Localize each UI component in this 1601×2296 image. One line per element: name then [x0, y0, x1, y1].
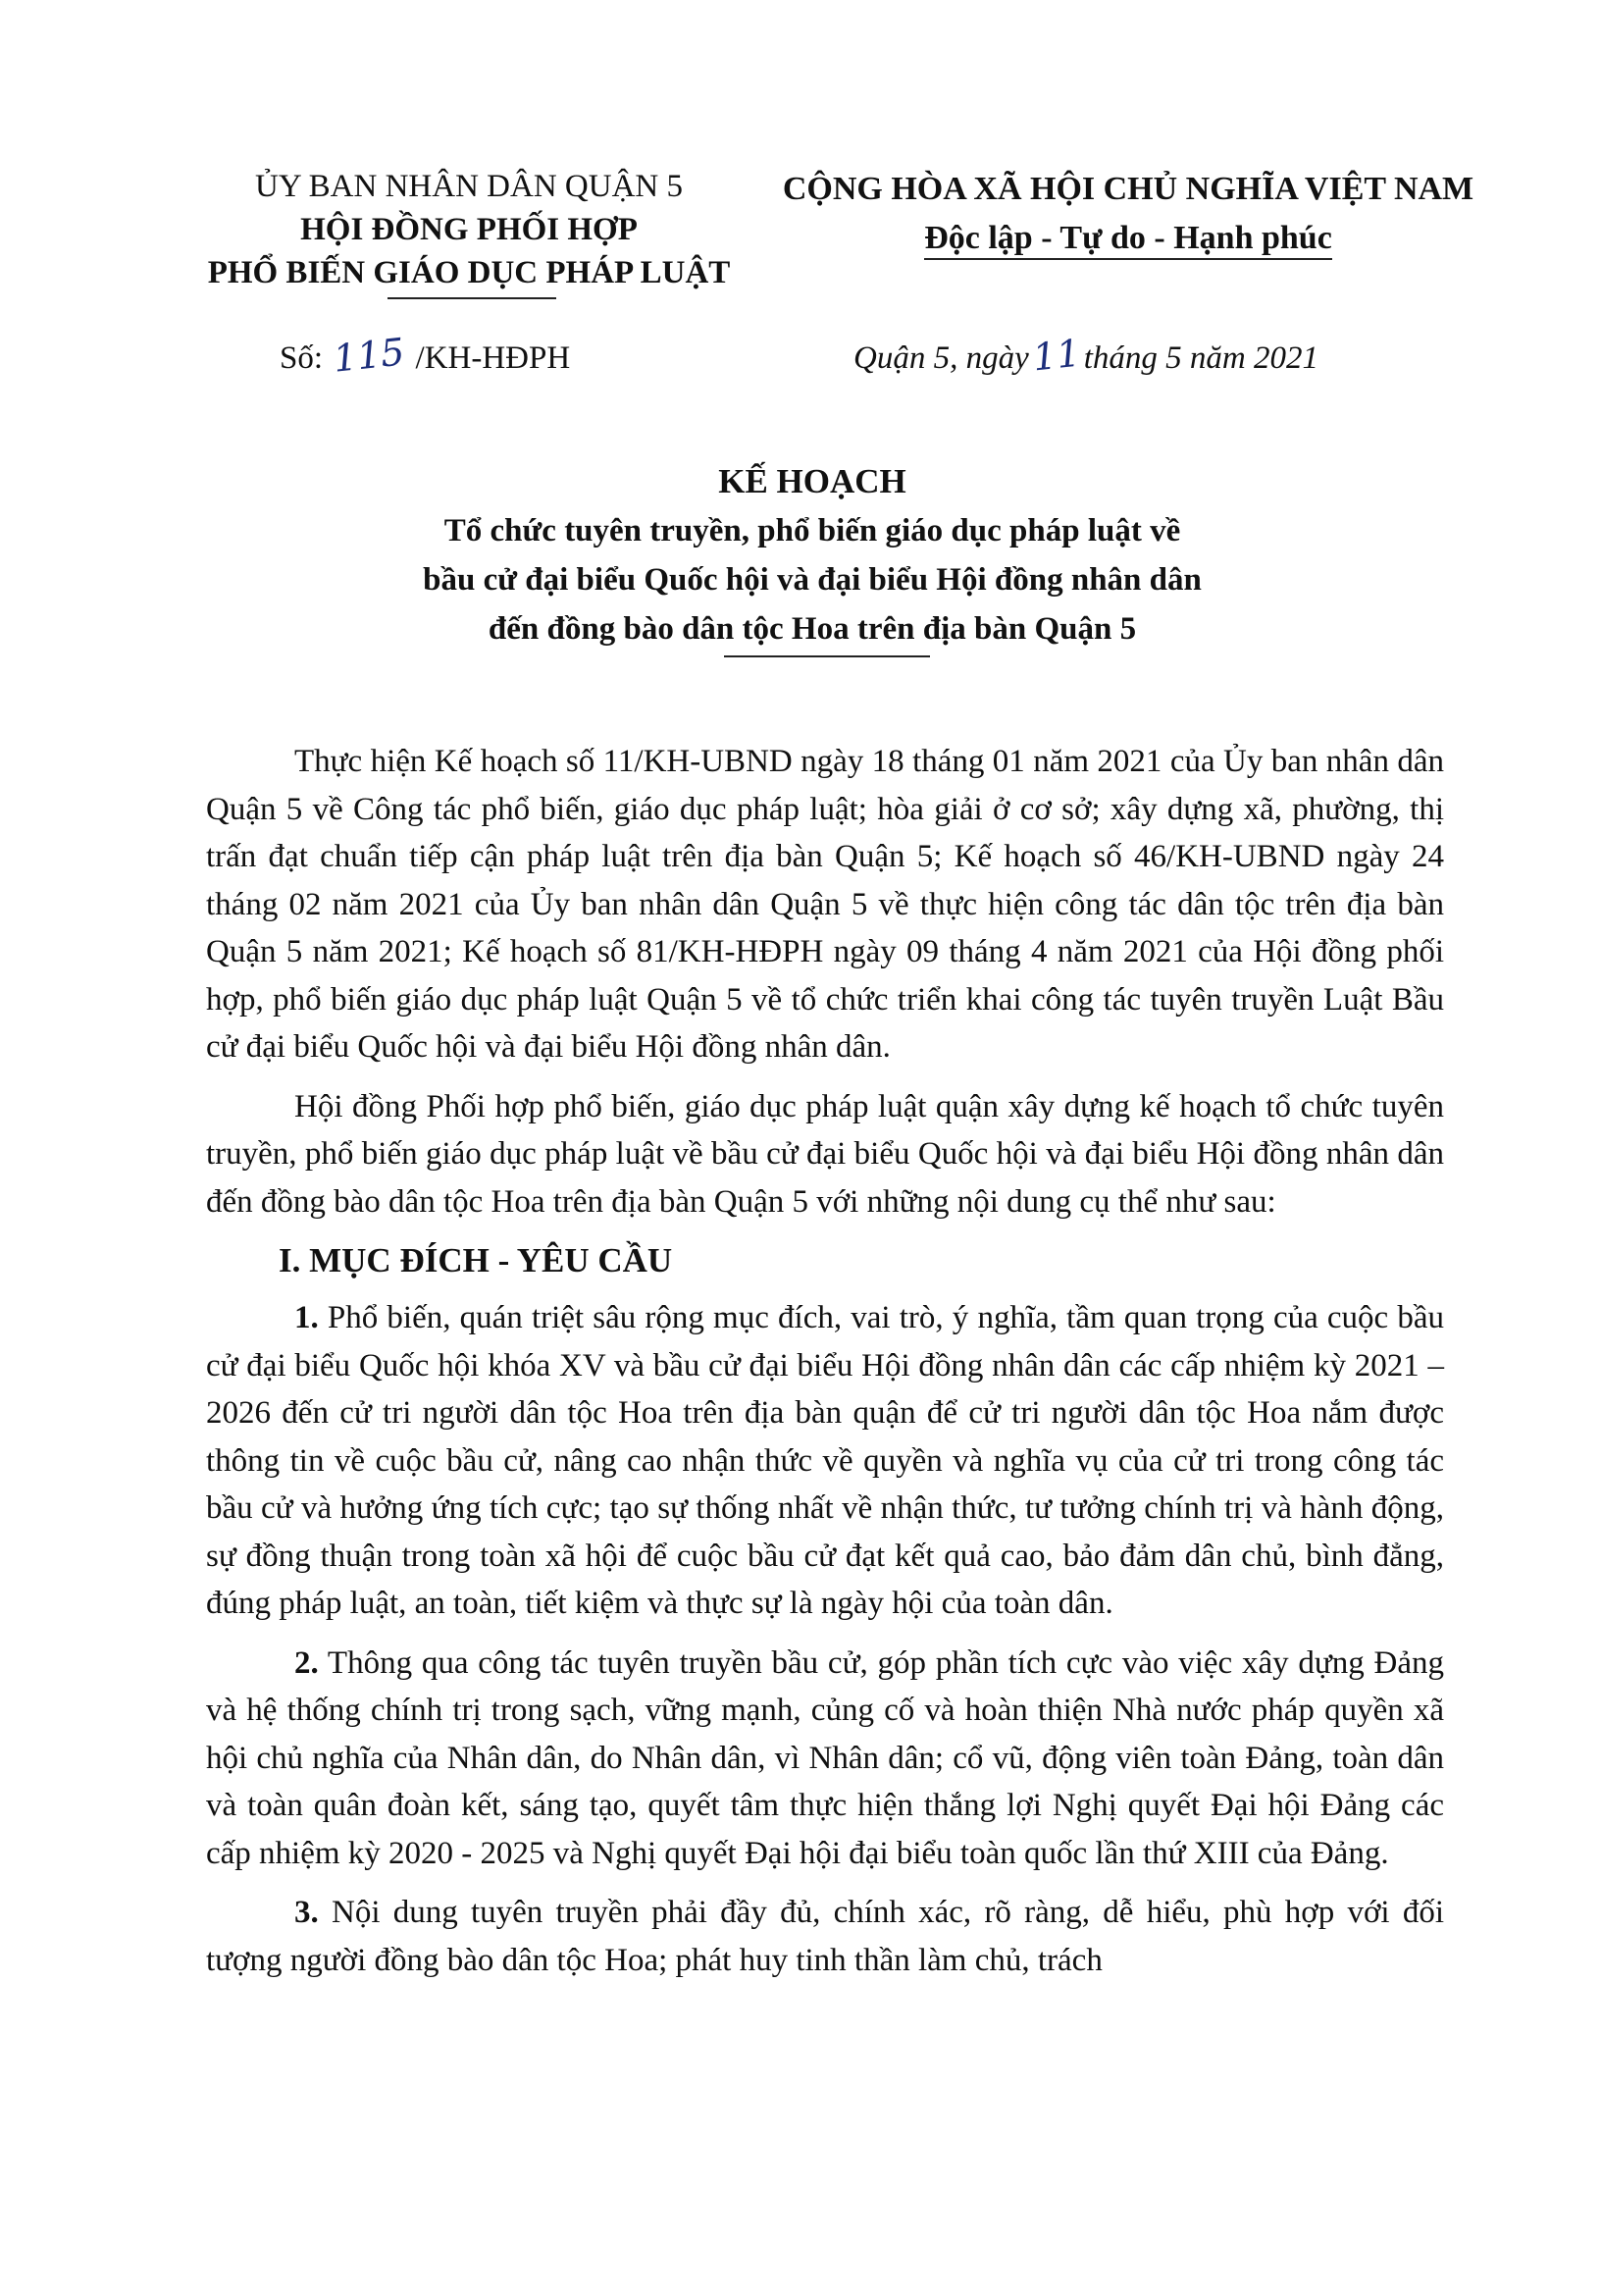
list-item-3-text: Nội dung tuyên truyền phải đầy đủ, chính xác, rõ ràng, dễ hiểu, phù hợp với đối tượng người đồng bào dân tộc Hoa; phát huy tinh thần làm chủ, trách: [206, 1895, 1444, 1978]
list-item-1-number: 1.: [294, 1300, 319, 1335]
title-underline: [724, 655, 930, 657]
issue-date-suffix: tháng 5 năm 2021: [1083, 340, 1318, 376]
section-heading-purpose: I. MỤC ĐÍCH - YÊU CẦU: [279, 1241, 673, 1279]
national-motto: Độc lập - Tự do - Hạnh phúc: [924, 219, 1332, 260]
title-line-2: bầu cử đại biểu Quốc hội và đại biểu Hội đồng nhân dân: [423, 562, 1202, 598]
list-item-2-number: 2.: [294, 1644, 319, 1681]
paragraph-introduction: Hội đồng Phối hợp phổ biến, giáo dục pháp luật quận xây dựng kế hoạch tổ chức tuyên truyền, phổ biến giáo dục pháp luật về bầu cử đại biểu Quốc hội và đại biểu Hội đồng nhân dân đến đồng bào dân tộc Hoa trên địa bàn Quận 5 với những nội dung cụ thể như sau:: [206, 1088, 1444, 1220]
document-title: [157, 457, 1468, 653]
title-line-1: Tổ chức tuyên truyền, phổ biến giáo dục pháp luật về: [443, 513, 1181, 548]
national-header: [755, 165, 1501, 263]
nation-name: CỘNG HÒA XÃ HỘI CHỦ NGHĨA VIỆT NAM: [782, 171, 1474, 207]
list-item-3-number: 3.: [294, 1895, 319, 1930]
issue-date-prefix: Quận 5, ngày: [853, 340, 1029, 376]
document-number-suffix: /KH-HĐPH: [415, 340, 571, 376]
list-item-2-text: Thông qua công tác tuyên truyền bầu cử, góp phần tích cực vào việc xây dựng Đảng và hệ thống chính trị trong sạch, vững mạnh, củng cố và hoàn thiện Nhà nước pháp quyền xã hội chủ nghĩa của Nhân dân, do Nhân dân, vì Nhân dân; cổ vũ, động viên toàn Đảng, toàn dân và toàn quân đoàn kết, sáng tạo, quyết tâm thực hiện thắng lợi Nghị quyết Đại hội Đảng các cấp nhiệm kỳ 2020 - 2025 và Nghị quyết Đại hội đại biểu toàn quốc lần thứ XIII của Đảng.: [206, 1644, 1444, 1871]
issuing-authority: [165, 165, 773, 294]
list-item-3: [206, 1889, 1444, 1984]
list-item-2: [206, 1640, 1444, 1878]
document-type: KẾ HOẠCH: [718, 462, 906, 500]
document-number-handwritten: 115: [331, 330, 407, 381]
authority-line-1: ỦY BAN NHÂN DÂN QUẬN 5: [254, 169, 683, 204]
authority-underline: [387, 297, 556, 299]
document-number: [280, 330, 571, 381]
list-item-1-text: Phổ biến, quán triệt sâu rộng mục đích, vai trò, ý nghĩa, tầm quan trọng của cuộc bầu cử đại biểu Quốc hội khóa XV và bầu cử đại biểu Hội đồng nhân dân các cấp nhiệm kỳ 2021 – 2026 đến cử tri người dân tộc Hoa trên địa bàn quận để cử tri người dân tộc Hoa nắm được thông tin về cuộc bầu cử, nâng cao nhận thức về quyền và nghĩa vụ của cử tri trong công tác bầu cử và hưởng ứng tích cực; tạo sự thống nhất về nhận thức, tư tưởng chính trị và hành động, sự đồng thuận trong toàn xã hội để cuộc bầu cử đạt kết quả cao, bảo đảm dân chủ, bình đẳng, đúng pháp luật, an toàn, tiết kiệm và thực sự là ngày hội của toàn dân.: [206, 1300, 1445, 1621]
title-line-3: đến đồng bào dân tộc Hoa trên địa bàn Quận 5: [488, 611, 1137, 647]
document-body: [206, 738, 1444, 1984]
issue-date: [853, 331, 1318, 380]
authority-line-3: PHỔ BIẾN GIÁO DỤC PHÁP LUẬT: [207, 255, 731, 290]
authority-line-2: HỘI ĐỒNG PHỐI HỢP: [300, 212, 638, 247]
issue-day-handwritten: 11: [1030, 331, 1083, 380]
paragraph-legal-basis: Thực hiện Kế hoạch số 11/KH-UBND ngày 18 tháng 01 năm 2021 của Ủy ban nhân dân Quận 5 về Công tác phổ biến, giáo dục pháp luật; hòa giải ở cơ sở; xây dựng xã, phường, thị trấn đạt chuẩn tiếp cận pháp luật trên địa bàn Quận 5; Kế hoạch số 46/KH-UBND ngày 24 tháng 02 năm 2021 của Ủy ban nhân dân Quận 5 về thực hiện công tác dân tộc trên địa bàn Quận 5 năm 2021; Kế hoạch số 81/KH-HĐPH ngày 09 tháng 4 năm 2021 của Hội đồng phối hợp, phổ biến giáo dục pháp luật Quận 5 về tổ chức triển khai công tác tuyên truyền Luật Bầu cử đại biểu Quốc hội và đại biểu Hội đồng nhân dân.: [206, 744, 1444, 1065]
document-number-prefix: Số:: [280, 340, 324, 376]
list-item-1: [206, 1294, 1444, 1628]
